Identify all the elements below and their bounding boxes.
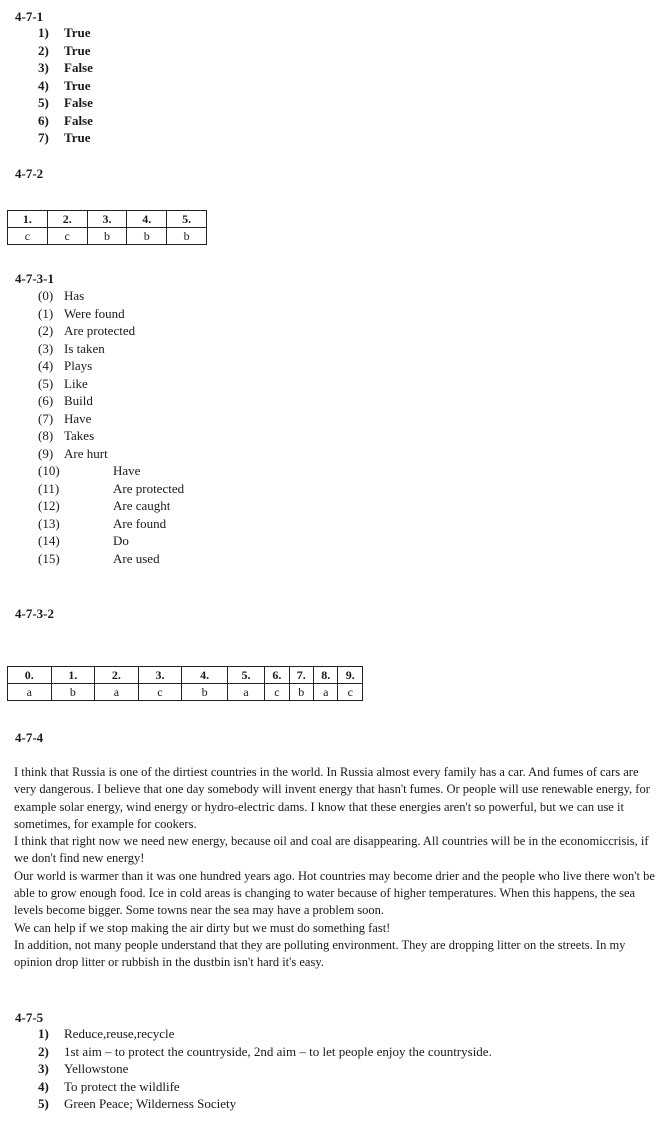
essay-text [14,764,662,972]
table-cell: b [289,684,313,701]
list-item: (10) Have [38,463,141,478]
table-header-cell: 3. [87,211,127,228]
table-header-cell: 5. [167,211,207,228]
table-cell: c [265,684,289,701]
table-header-row [8,667,363,684]
table-cell: b [127,228,167,245]
table-cell: c [138,684,182,701]
table-cell: c [338,684,363,701]
table-header-cell: 0. [8,667,52,684]
section-heading-4-7-3-1: 4-7-3-1 [15,271,54,286]
list-item: 3) Yellowstone [38,1061,129,1076]
list-item: (2) Are protected [38,323,136,338]
list-item: (7) Have [38,410,92,426]
table-cell: a [8,684,52,701]
essay-paragraph: Our world is warmer than it was one hundred years ago. Hot countries may become drier and the people who live there won't be able to grow enough food. Ice in cold areas is changing to water because of higher temperatures. When this happens, the sea levels become bigger. Some towns near the sea may have a problem soon. [14,868,655,918]
list-item: (9) Are hurt [38,445,108,461]
list-item: 4) To protect the wildlife [38,1078,180,1094]
table-header-cell: 2. [95,667,139,684]
section-heading-4-7-3-2: 4-7-3-2 [15,606,54,621]
list-item: 7) True [38,130,91,145]
list-item: 1) Reduce,reuse,recycle [38,1026,175,1041]
list-item: (13) Are found [38,515,167,531]
table-cell: a [95,684,139,701]
list-item: (0) Has [38,288,85,303]
essay-paragraph: We can help if we stop making the air dirty but we must do something fast! [14,920,391,935]
list-item: (12) Are caught [38,498,171,513]
table-header-cell: 4. [182,667,228,684]
list-item: (4) Plays [38,358,93,373]
table-cell: a [314,684,338,701]
table-cell: c [47,228,87,245]
table-header-cell: 2. [47,211,87,228]
table-header-cell: 4. [127,211,167,228]
table-header-cell: 1. [51,667,95,684]
list-item: 2) 1st aim – to protect the countryside, 2nd aim – to let people enjoy the countryside. [38,1043,492,1059]
essay-paragraph: I think that Russia is one of the dirtiest countries in the world. In Russia almost every family has a car. And fumes of cars are very dangerous. I believe that one day somebody will invent energy that hasn't fumes. Or people will use renewable energy, for example solar energy, wind energy or hydro-electric dams. I know that these energies aren't so powerful, but we can use it sometimes, for example for cookers. [14,765,650,831]
list-item: (6) Build [38,393,93,408]
section-heading-4-7-5: 4-7-5 [15,1010,44,1025]
answer-table-4-7-3-2 [7,666,363,701]
table-cell: a [227,684,264,701]
table-row [8,228,207,245]
table-header-cell: 1. [8,211,48,228]
verb-form-list [38,287,184,567]
list-item: 3) False [38,60,93,75]
essay-paragraph: In addition, not many people understand that they are polluting environment. They are dropping litter on the streets. In my opinion drop litter or rubbish in the dustbin isn't hard it's easy. [14,937,626,970]
answers-list-4-7-5 [38,1025,492,1113]
list-item: 5) False [38,95,93,110]
table-header-cell: 8. [314,667,338,684]
section-heading-4-7-1: 4-7-1 [15,9,44,24]
list-item: (11) Are protected [38,480,185,496]
table-header-row [8,211,207,228]
list-item: (8) Takes [38,428,95,443]
table-header-cell: 3. [138,667,182,684]
list-item: (15) Are used [38,550,160,566]
table-header-cell: 7. [289,667,313,684]
section-heading-4-7-4: 4-7-4 [15,730,44,745]
table-cell: b [51,684,95,701]
list-item: 6) False [38,112,93,128]
list-item: (1) Were found [38,305,125,321]
table-cell: b [182,684,228,701]
table-header-cell: 6. [265,667,289,684]
true-false-list [38,24,93,147]
table-cell: b [87,228,127,245]
table-row [8,684,363,701]
list-item: 2) True [38,42,91,58]
list-item: 5) Green Peace; Wilderness Society [38,1096,237,1111]
section-heading-4-7-2: 4-7-2 [15,166,44,181]
list-item: 4) True [38,77,91,93]
table-cell: c [8,228,48,245]
table-cell: b [167,228,207,245]
list-item: (14) Do [38,533,129,548]
essay-paragraph: I think that right now we need new energy, because oil and coal are disappearing. All countries will be in the economiccrisis, if we don't find new energy! [14,834,649,866]
list-item: 1) True [38,25,91,40]
list-item: (5) Like [38,375,88,391]
list-item: (3) Is taken [38,340,105,356]
answer-table-4-7-2 [7,210,207,245]
table-header-cell: 9. [338,667,363,684]
table-header-cell: 5. [227,667,264,684]
